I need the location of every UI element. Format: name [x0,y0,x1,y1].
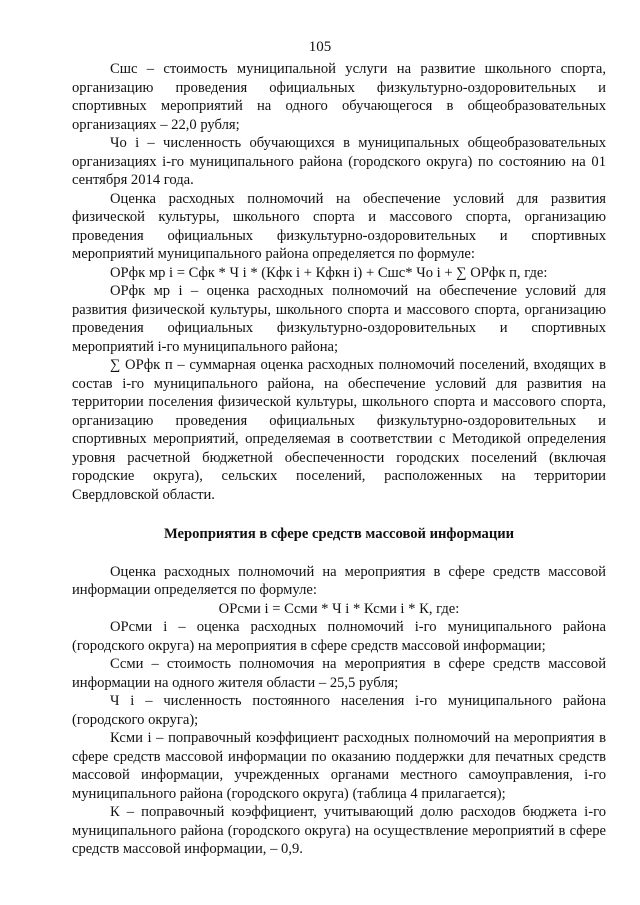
paragraph-chi-definition: Ч i – численность постоянного населения i-го муниципального района (городского округа); [72,693,606,728]
formula-media: ОРсми i = Ссми * Ч i * Ксми i * К, где: [218,600,460,617]
paragraph-sport-assessment-intro: Оценка расходных полномочий на обеспечение условий для развития физической культуры, школьного спорта и массового спорта, организацию проведения официальных физкультурно-оздоровительных и спортивных мероприятий муниципального района определяется по формуле: [72,190,606,262]
spacer [72,544,606,563]
paragraph-sshs-definition: Сшс – стоимость муниципальной услуги на развитие школьного спорта, организацию проведения официальных физкультурно-оздоровительных и спортивных мероприятий на одного обучающегося в общеобразовательных организациях – 22,0 рубля; [72,61,606,133]
paragraph-media-assessment-intro: Оценка расходных полномочий на мероприятия в сфере средств массовой информации определяется по формуле: [72,563,606,598]
text-body [72,60,606,859]
paragraph-ksmi-definition: Ксми i – поправочный коэффициент расходных полномочий на мероприятия в сфере средств массовой информации по оказанию поддержки для печатных средств массовой информации, учрежденных органами местного самоуправления, i-го муниципального района (городского округа) (таблица 4 прилагается); [72,730,606,802]
paragraph-orfk-definition: ОРфк мр i – оценка расходных полномочий на обеспечение условий для развития физической культуры, школьного спорта и массового спорта, организацию проведения официальных физкультурно-оздоровительных и спортивных мероприятий i-го муниципального района; [72,283,606,355]
section-heading: Мероприятия в сфере средств массовой информации [163,526,515,542]
page-number: 105 [308,39,332,55]
paragraph-ssmi-definition: Ссми – стоимость полномочия на мероприятия в сфере средств массовой информации на одного жителя области – 25,5 рубля; [72,656,606,691]
paragraph-orsmi-definition: ОРсми i – оценка расходных полномочий i-го муниципального района (городского округа) на мероприятия в сфере средств массовой информации; [72,619,606,654]
paragraph-k-definition: К – поправочный коэффициент, учитывающий долю расходов бюджета i-го муниципального района (городского округа) на осуществление мероприятий в сфере средств массовой информации, – 0,9. [72,804,606,857]
spacer [72,504,606,525]
paragraph-sum-orfk-definition: ∑ ОРфк п – суммарная оценка расходных полномочий поселений, входящих в состав i-го муниципального района, на обеспечение условий для развития на территории поселения физической культуры, школьного спорта и массового спорта, организацию проведения официальных физкультурно-оздоровительных и спортивных мероприятий, определяемая в соответствии с Методикой определения уровня расчетной бюджетной обеспеченности городских поселений (включая городские округа), сельских поселений, расположенных на территории Свердловской области. [72,357,606,503]
paragraph-cho-definition: Чо i – численность обучающихся в муниципальных общеобразовательных организациях i-го муниципального района (городского округа) по состоянию на 01 сентября 2014 года. [72,135,606,188]
formula-sport: ОРфк мр i = Сфк * Ч i * (Кфк i + Кфкн i) + Сшс* Чо i + ∑ ОРфк п, где: [110,264,548,281]
